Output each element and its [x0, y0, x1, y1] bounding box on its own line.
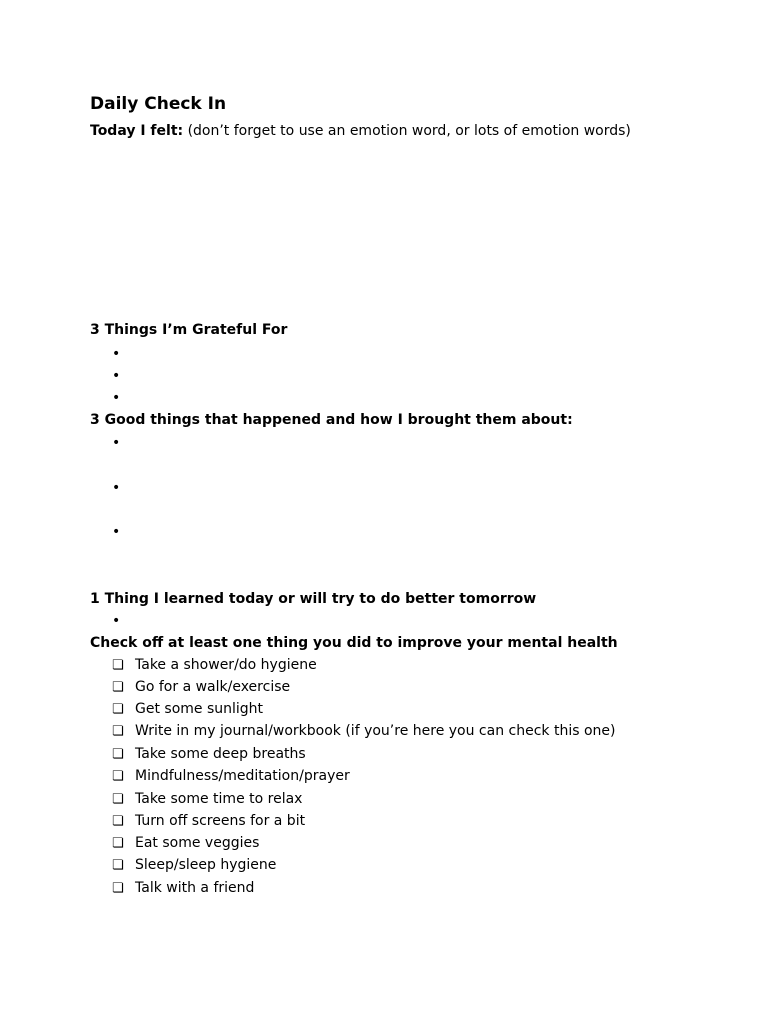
- mental-health-heading: Check off at least one thing you did to improve your mental health: [90, 635, 618, 651]
- checkbox-icon[interactable]: ❏: [112, 836, 124, 851]
- checklist-item[interactable]: [112, 878, 254, 898]
- checkbox-icon[interactable]: ❏: [112, 747, 124, 762]
- checklist-item[interactable]: [112, 833, 259, 853]
- good-things-bullet: •: [112, 480, 121, 496]
- checklist-item-label: Go for a walk/exercise: [135, 679, 291, 695]
- checklist-item[interactable]: [112, 744, 306, 764]
- checklist-item-label: Sleep/sleep hygiene: [135, 857, 277, 873]
- grateful-bullet: •: [112, 390, 121, 406]
- grateful-heading: 3 Things I’m Grateful For: [90, 322, 288, 338]
- checklist-item-label: Write in my journal/workbook (if you’re here you can check this one): [135, 723, 616, 739]
- checkbox-icon[interactable]: ❏: [112, 724, 124, 739]
- grateful-bullet: •: [112, 346, 121, 362]
- today-felt-hint: (don’t forget to use an emotion word, or lots of emotion words): [187, 123, 631, 139]
- checkbox-icon[interactable]: ❏: [112, 814, 124, 829]
- learned-heading: 1 Thing I learned today or will try to do better tomorrow: [90, 591, 537, 607]
- checklist-item[interactable]: [112, 855, 276, 875]
- page-title: Daily Check In: [90, 94, 227, 114]
- checklist-item-label: Take some deep breaths: [135, 746, 306, 762]
- checklist-item-label: Take a shower/do hygiene: [135, 657, 317, 673]
- checklist-item[interactable]: [112, 655, 317, 675]
- checklist-item-label: Get some sunlight: [135, 701, 264, 717]
- checklist-item-label: Take some time to relax: [135, 791, 303, 807]
- checklist-item[interactable]: [112, 721, 615, 741]
- checklist-item[interactable]: [112, 789, 302, 809]
- checklist-item[interactable]: [112, 811, 305, 831]
- good-things-heading: 3 Good things that happened and how I brought them about:: [90, 412, 573, 428]
- checklist-item[interactable]: [112, 699, 263, 719]
- checklist-item-label: Mindfulness/meditation/prayer: [135, 768, 350, 784]
- good-things-bullet: •: [112, 435, 121, 451]
- checkbox-icon[interactable]: ❏: [112, 881, 124, 896]
- checkbox-icon[interactable]: ❏: [112, 702, 124, 717]
- checklist-item-label: Eat some veggies: [135, 835, 260, 851]
- checkbox-icon[interactable]: ❏: [112, 858, 124, 873]
- checkbox-icon[interactable]: ❏: [112, 680, 124, 695]
- today-felt-line: [90, 121, 631, 141]
- today-felt-label: Today I felt:: [90, 123, 184, 139]
- learned-bullet: •: [112, 613, 121, 629]
- good-things-bullet: •: [112, 524, 121, 540]
- checklist-item[interactable]: [112, 677, 290, 697]
- checkbox-icon[interactable]: ❏: [112, 658, 124, 673]
- checkbox-icon[interactable]: ❏: [112, 792, 124, 807]
- checklist-item-label: Talk with a friend: [135, 880, 255, 896]
- checklist-item-label: Turn off screens for a bit: [135, 813, 306, 829]
- checklist-item[interactable]: [112, 766, 350, 786]
- checkbox-icon[interactable]: ❏: [112, 769, 124, 784]
- grateful-bullet: •: [112, 368, 121, 384]
